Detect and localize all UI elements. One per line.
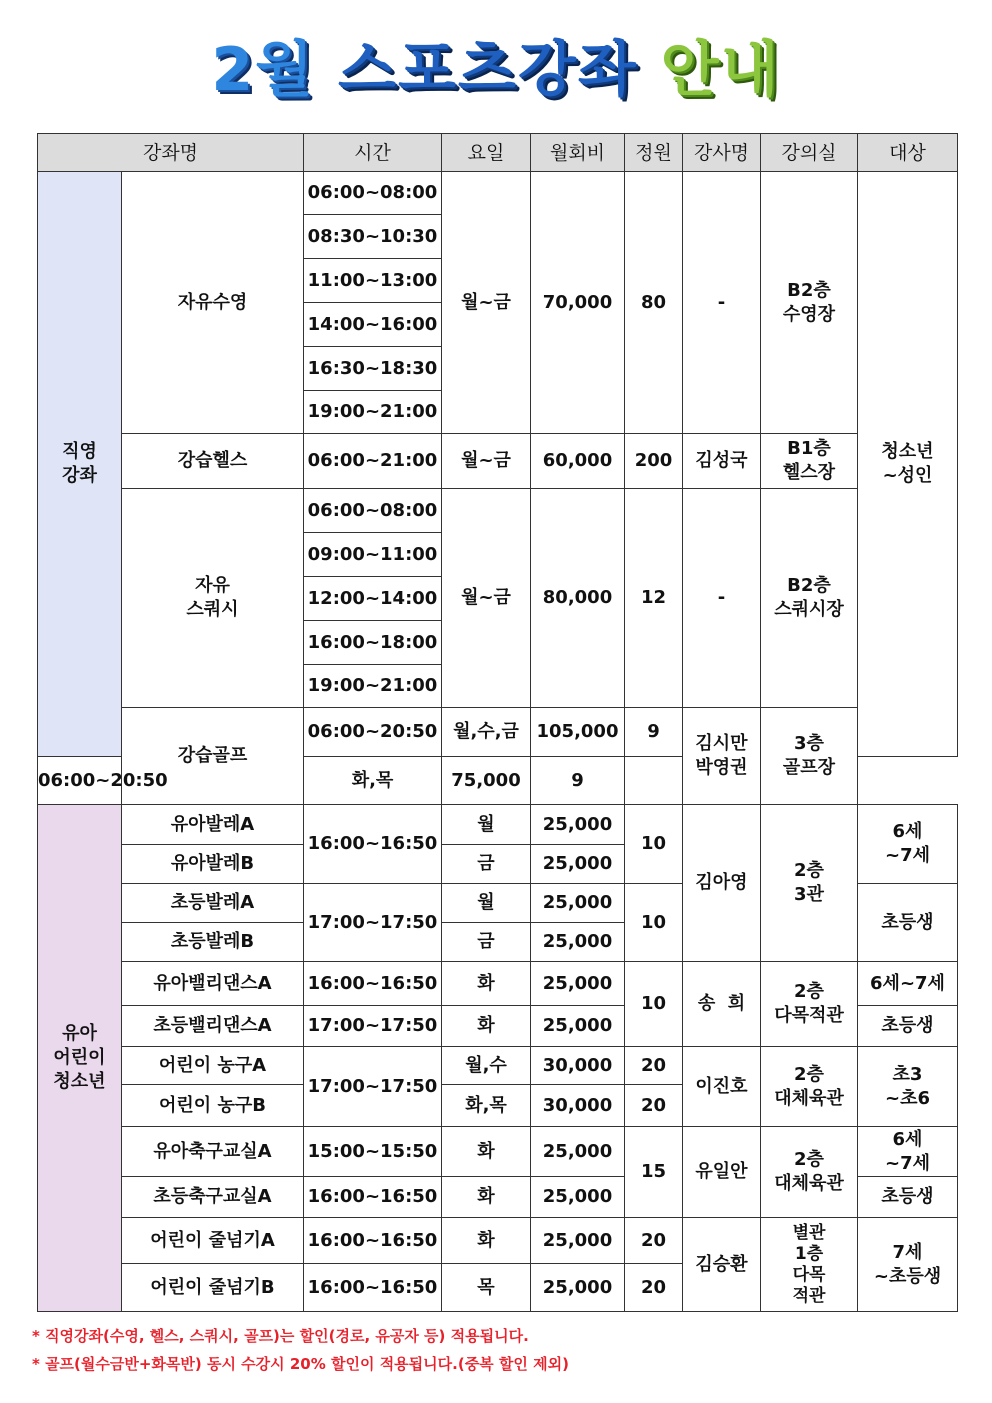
header-course: 강좌명 xyxy=(38,134,304,172)
room-cell: 별관 1층 다목 적관 xyxy=(761,1218,858,1312)
room-cell: 2층 대체육관 xyxy=(761,1127,858,1218)
target-cell: 초등생 xyxy=(858,1006,958,1047)
target-cell: 6세 ~7세 xyxy=(858,1127,958,1177)
capacity-cell: 9 xyxy=(531,757,625,805)
target-cell: 청소년 ~성인 xyxy=(858,172,958,757)
time-cell: 17:00~17:50 xyxy=(304,1006,442,1047)
days-cell: 목 xyxy=(442,1264,531,1312)
fee-cell: 25,000 xyxy=(531,1264,625,1312)
header-time: 시간 xyxy=(304,134,442,172)
capacity-cell: 15 xyxy=(625,1127,683,1218)
instructor-cell: 김시만 박영권 xyxy=(683,708,761,805)
table-row xyxy=(38,962,958,1006)
title-month: 2월 xyxy=(211,35,316,105)
target-cell: 6세~7세 xyxy=(858,962,958,1006)
course-name: 어린이 줄넘기B xyxy=(122,1264,304,1312)
room-cell: 2층 3관 xyxy=(761,805,858,962)
category-youth: 유아 어린이 청소년 xyxy=(38,805,122,1312)
capacity-cell: 20 xyxy=(625,1085,683,1127)
instructor-cell: 김성국 xyxy=(683,434,761,489)
days-cell: 금 xyxy=(442,923,531,962)
fee-cell: 105,000 xyxy=(531,708,625,757)
room-cell: B2층 수영장 xyxy=(761,172,858,434)
course-name: 초등밸리댄스A xyxy=(122,1006,304,1047)
capacity-cell: 20 xyxy=(625,1047,683,1085)
time-cell: 06:00~20:50 xyxy=(304,708,442,757)
schedule-table xyxy=(37,133,958,1312)
fee-cell: 25,000 xyxy=(531,923,625,962)
target-cell: 7세 ~초등생 xyxy=(858,1218,958,1312)
fee-cell: 25,000 xyxy=(531,805,625,845)
time-cell: 19:00~21:00 xyxy=(304,665,442,708)
room-cell: 3층 골프장 xyxy=(761,708,858,805)
course-name: 초등발레A xyxy=(122,884,304,923)
time-cell: 06:00~20:50 xyxy=(38,757,122,805)
header-room: 강의실 xyxy=(761,134,858,172)
fee-cell: 30,000 xyxy=(531,1047,625,1085)
course-name: 어린이 줄넘기A xyxy=(122,1218,304,1264)
time-cell: 06:00~08:00 xyxy=(304,172,442,215)
header-capacity: 정원 xyxy=(625,134,683,172)
fee-cell: 80,000 xyxy=(531,489,625,708)
table-row xyxy=(38,708,958,757)
fee-cell: 30,000 xyxy=(531,1085,625,1127)
days-cell: 화 xyxy=(442,1218,531,1264)
capacity-cell: 20 xyxy=(625,1264,683,1312)
fee-cell: 25,000 xyxy=(531,845,625,884)
days-cell: 월 xyxy=(442,884,531,923)
course-name: 강습헬스 xyxy=(122,434,304,489)
days-cell: 화 xyxy=(442,1127,531,1177)
course-name: 자유수영 xyxy=(122,172,304,434)
target-cell: 6세 ~7세 xyxy=(858,805,958,884)
time-cell: 12:00~14:00 xyxy=(304,577,442,621)
course-name: 강습골프 xyxy=(122,708,304,805)
target-cell: 초등생 xyxy=(858,1177,958,1218)
room-cell: B2층 스쿼시장 xyxy=(761,489,858,708)
days-cell: 화,목 xyxy=(442,1085,531,1127)
room-cell: 2층 다목적관 xyxy=(761,962,858,1047)
time-cell: 16:00~16:50 xyxy=(304,1177,442,1218)
table-row xyxy=(38,434,958,489)
days-cell: 월,수 xyxy=(442,1047,531,1085)
time-cell: 19:00~21:00 xyxy=(304,391,442,434)
header-row xyxy=(38,134,958,172)
title-guide: 안내 xyxy=(660,35,781,105)
capacity-cell: 12 xyxy=(625,489,683,708)
room-cell: B1층 헬스장 xyxy=(761,434,858,489)
capacity-cell: 10 xyxy=(625,884,683,962)
course-name: 유아밸리댄스A xyxy=(122,962,304,1006)
fee-cell: 25,000 xyxy=(531,884,625,923)
time-cell: 16:00~16:50 xyxy=(304,1218,442,1264)
capacity-cell: 80 xyxy=(625,172,683,434)
instructor-cell: 김승환 xyxy=(683,1218,761,1312)
fee-cell: 25,000 xyxy=(531,962,625,1006)
fee-cell: 25,000 xyxy=(531,1127,625,1177)
table-row xyxy=(38,805,958,845)
table-row xyxy=(38,172,958,215)
header-instructor: 강사명 xyxy=(683,134,761,172)
title-main: 스포츠강좌 xyxy=(337,35,638,105)
table-row xyxy=(38,1218,958,1264)
footnote: * 직영강좌(수영, 헬스, 스쿼시, 골프)는 할인(경로, 유공자 등) 적용됩니다. xyxy=(32,1327,529,1345)
instructor-cell: 송 희 xyxy=(683,962,761,1047)
capacity-cell: 9 xyxy=(625,708,683,757)
header-fee: 월회비 xyxy=(531,134,625,172)
course-name: 자유 스쿼시 xyxy=(122,489,304,708)
page-title xyxy=(0,34,992,106)
instructor-cell: - xyxy=(683,489,761,708)
course-name: 초등발레B xyxy=(122,923,304,962)
days-cell: 월~금 xyxy=(442,434,531,489)
days-cell: 월,수,금 xyxy=(442,708,531,757)
time-cell: 09:00~11:00 xyxy=(304,533,442,577)
capacity-cell: 200 xyxy=(625,434,683,489)
instructor-cell: - xyxy=(683,172,761,434)
time-cell: 16:30~18:30 xyxy=(304,347,442,391)
time-cell: 16:00~18:00 xyxy=(304,621,442,665)
category-direct: 직영 강좌 xyxy=(38,172,122,757)
fee-cell: 70,000 xyxy=(531,172,625,434)
capacity-cell: 10 xyxy=(625,805,683,884)
fee-cell: 25,000 xyxy=(531,1006,625,1047)
instructor-cell: 김아영 xyxy=(683,805,761,962)
time-cell: 11:00~13:00 xyxy=(304,259,442,303)
days-cell: 화,목 xyxy=(304,757,442,805)
header-target: 대상 xyxy=(858,134,958,172)
target-cell: 초3 ~초6 xyxy=(858,1047,958,1127)
days-cell: 월~금 xyxy=(442,489,531,708)
table-row xyxy=(38,1047,958,1085)
days-cell: 화 xyxy=(442,1006,531,1047)
fee-cell: 60,000 xyxy=(531,434,625,489)
fee-cell: 25,000 xyxy=(531,1177,625,1218)
time-cell: 17:00~17:50 xyxy=(304,1047,442,1127)
time-cell: 16:00~16:50 xyxy=(304,962,442,1006)
course-name: 어린이 농구B xyxy=(122,1085,304,1127)
course-name: 유아발레A xyxy=(122,805,304,845)
days-cell: 화 xyxy=(442,962,531,1006)
course-name: 어린이 농구A xyxy=(122,1047,304,1085)
time-cell: 14:00~16:00 xyxy=(304,303,442,347)
days-cell: 화 xyxy=(442,1177,531,1218)
header-days: 요일 xyxy=(442,134,531,172)
table-row xyxy=(38,489,958,533)
time-cell: 17:00~17:50 xyxy=(304,884,442,962)
footnote: * 골프(월수금반+화목반) 동시 수강시 20% 할인이 적용됩니다.(중복 할인 제외) xyxy=(32,1355,569,1373)
capacity-cell: 10 xyxy=(625,962,683,1047)
course-name: 초등축구교실A xyxy=(122,1177,304,1218)
footnotes xyxy=(32,1322,972,1378)
fee-cell: 75,000 xyxy=(442,757,531,805)
time-cell: 16:00~16:50 xyxy=(304,1264,442,1312)
days-cell: 월 xyxy=(442,805,531,845)
course-name: 유아축구교실A xyxy=(122,1127,304,1177)
time-cell: 08:30~10:30 xyxy=(304,215,442,259)
target-cell: 초등생 xyxy=(858,884,958,962)
fee-cell: 25,000 xyxy=(531,1218,625,1264)
time-cell: 06:00~08:00 xyxy=(304,489,442,533)
time-cell: 15:00~15:50 xyxy=(304,1127,442,1177)
instructor-cell: 이진호 xyxy=(683,1047,761,1127)
room-cell: 2층 대체육관 xyxy=(761,1047,858,1127)
course-name: 유아발레B xyxy=(122,845,304,884)
days-cell: 월~금 xyxy=(442,172,531,434)
capacity-cell: 20 xyxy=(625,1218,683,1264)
time-cell: 16:00~16:50 xyxy=(304,805,442,884)
time-cell: 06:00~21:00 xyxy=(304,434,442,489)
instructor-cell: 유일안 xyxy=(683,1127,761,1218)
days-cell: 금 xyxy=(442,845,531,884)
table-row xyxy=(38,1127,958,1177)
